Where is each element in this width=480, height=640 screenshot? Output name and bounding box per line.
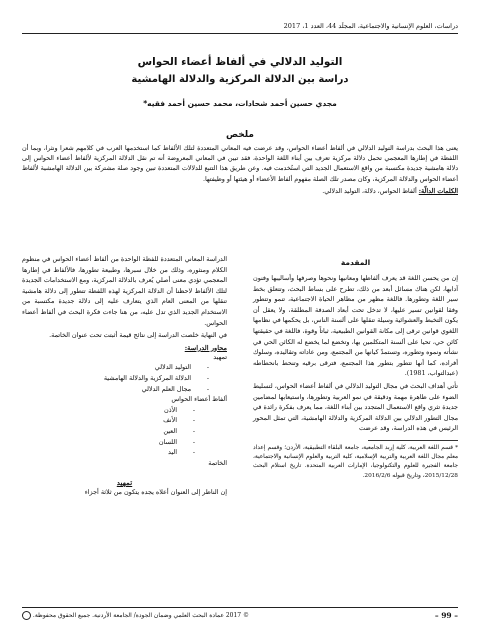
axes-list — [22, 362, 227, 394]
axes-heading: محاور الدراسة: — [184, 343, 227, 352]
list-item: - اللسان — [158, 437, 195, 446]
page-footer — [22, 607, 458, 622]
list-item: - الأنف — [163, 416, 195, 425]
paper-title: التوليد الدلالي في ألفاظ أعضاء الحواس — [137, 56, 343, 68]
footnote-separator — [368, 440, 458, 441]
list-item: - الدلالة المركزية والدلالة الهامشية — [103, 373, 209, 382]
section-heading: تمهيد — [116, 478, 133, 488]
right-column — [253, 254, 458, 481]
axes-intro-label: تمهيد — [213, 352, 227, 361]
conclusion-label: الخاتمة — [208, 458, 227, 467]
intro-heading: المقدمة — [340, 258, 371, 267]
list-item: - مجال العلم الدلالي — [141, 384, 209, 393]
copyright-icon — [22, 611, 31, 620]
journal-header: دراسات، العلوم الإنسانية والاجتماعية، المجلّد 44، العدد 1، 2017 — [22, 22, 458, 34]
body-paragraph: إن الناظر إلى العنوان أعلاه يجده يتكون من ثلاثة أجزاء — [84, 488, 227, 497]
body-columns — [22, 254, 458, 602]
senses-list — [22, 405, 227, 458]
list-item: - اليد — [167, 448, 195, 457]
paper-subtitle: دراسة بين الدلالة المركزية والدلالة الهامشية — [131, 74, 349, 85]
keywords-label: الكلمات الدالّة: — [418, 187, 458, 195]
list-item: - العين — [163, 426, 195, 435]
left-column — [22, 254, 227, 500]
abstract-text: يعنى هذا البحث بدراسة التوليد الدلالي في ألفاظ أعضاء الحواس، وقد عرضت فيه المعاني المتعددة لتلك الألفاظ كما استخدمها العرب في كلامهم شعرا ونثرا، وبما أن اللفظة في إطارها المعجمي تحمل دلالة مركزية تعرف بين أبناء اللغة الواحدة، فقد تبين في المعاني المعروضة أنه تم نقل الدلالة المركزية لألفاظ أعضاء الحواس إلى دلالة هامشية جديدة مكتسبة من واقع الاستعمال الجديد التي استُخدمت فيه. وعن طريق هذا التتبع للدلالات المتعددة تبين وجود صلة مشتركة بين الدلالة الهامشية لألفاظ أعضاء الحواس والدلالة المركزية، وكان مصدر تلك الصلة مفهوم ألفاظ الأعضاء أو هيئتها أو وظيفتها. — [22, 145, 458, 183]
list-item: - الأذن — [164, 405, 195, 414]
body-paragraph: الدراسة المعاني المتعددة للفظة الواحدة من ألفاظ أعضاء الحواس في منظوم الكلام ومنثوره، وذلك من خلال سبرها، وطبيعة تطورها، فالألفاظ في إطارها المعجمي تؤدي معنى أصلي يُعرف بالدلالة المركزية، ومع الاستخدامات الجديدة لتلك الألفاظ لاحظنا أن الدلالة المركزية لهذه اللفظة تتطور إلى دلالة هامشية تنقلها من المعنى العام الذي يتعارف عليه إلى دلالة جديدة مكتسبة من الاستخدام الجديد الذي تدل عليه، من هنا جاءت فكرة البحث في ألفاظ أعضاء الحواس. — [22, 255, 227, 327]
abstract-heading: ملخص — [225, 130, 254, 140]
footnote: * قسم اللغة العربية، كلية إربد الجامعية، جامعة البلقاء التطبيقية، الأردن؛ وقسم إعداد معلم مجال اللغة العربية والتربية الإسلامية، كلية التربية والعلوم الإنسانية والاجتماعية، جامعة الفجيرة للعلوم والتكنولوجيا، الإمارات العربية المتحدة. تاريخ استلام البحث 2015/12/28، وتاريخ قبوله 2016/2/6. — [253, 444, 458, 479]
body-paragraph: في النهاية خلصت الدراسة إلى نتائج قيمة أثبتت تحت عنوان الخاتمة. — [49, 331, 227, 340]
authors: مجدي حسين أحمد شحادات، محمد حسين أحمد فقيه* — [143, 99, 337, 108]
senses-label: ألفاظ أعضاء الحواس — [171, 395, 227, 404]
copyright-notice: © 2017 عمادة البحث العلمي وضمان الجودة/ الجامعة الأردنية. جميع الحقوق محفوظة. — [22, 611, 249, 620]
page-number: – 99 – — [434, 610, 458, 620]
keywords — [22, 188, 458, 195]
paper-page — [22, 22, 458, 622]
intro-paragraph: تأتي أهداف البحث في مجال التوليد الدلالي في ألفاظ أعضاء الحواس، لتسليط الضوء على ظاهرة مهمة ودقيقة في نمو العربية وتطورها، واستيعابها لمضامين جديدة تثري واقع الاستعمال المتجدد بين أبناء اللغة، مما يعرف بفكرة رائدة في مجال التطور الدلالي بين الدلالة المركزية والدلالة الهامشية، التي تمثل المحور الرئيس في هذه الدراسة، وقد عرضت — [253, 381, 458, 433]
keywords-list: ألفاظ الحواس، دلالة، التوليد الدلالي. — [322, 187, 417, 195]
intro-paragraph: إن من يحسن اللغة قد يعرف ألفاظها ومعانيها ونحوها وصرفها وأساليبها وفنون آدابها، لكن هناك مسائل أبعد من ذلك، تطرح على بساط البحث، وتتعلق بخط سير اللغة وتطورها. فاللغة مظهر من مظاهر الحياة الاجتماعية، تنمو وتتطور وفقا لقوانين تسير عليها، لا تدخل تحت أبعاد الصدفة المطلقة، ولا يعقل أن يكون التخبط والعشوائية وسيلة تنقلها على ألسنة الناس، بل يحكمها في نظامها اللغوي قوانين ترقى إلى مكانة القوانين الطبيعية، ثباتاً وقوة، فاللغة في حقيقتها كائن حي، تحيا على ألسنة المتكلمين بها، وتخضع لما يخضع له الكائن الحي في نشأته ونموه وتطوره، وتستمدّ كيانها من المجتمع، ومن عاداته وتقاليده، وسلوك أفراده، كما أنها تتطور بتطور هذا المجتمع، فترقى برقيه وتنحط بانحطاطه (عبدالتواب، 1981). — [253, 274, 458, 378]
list-item: - التوليد الدلالي — [154, 363, 209, 372]
